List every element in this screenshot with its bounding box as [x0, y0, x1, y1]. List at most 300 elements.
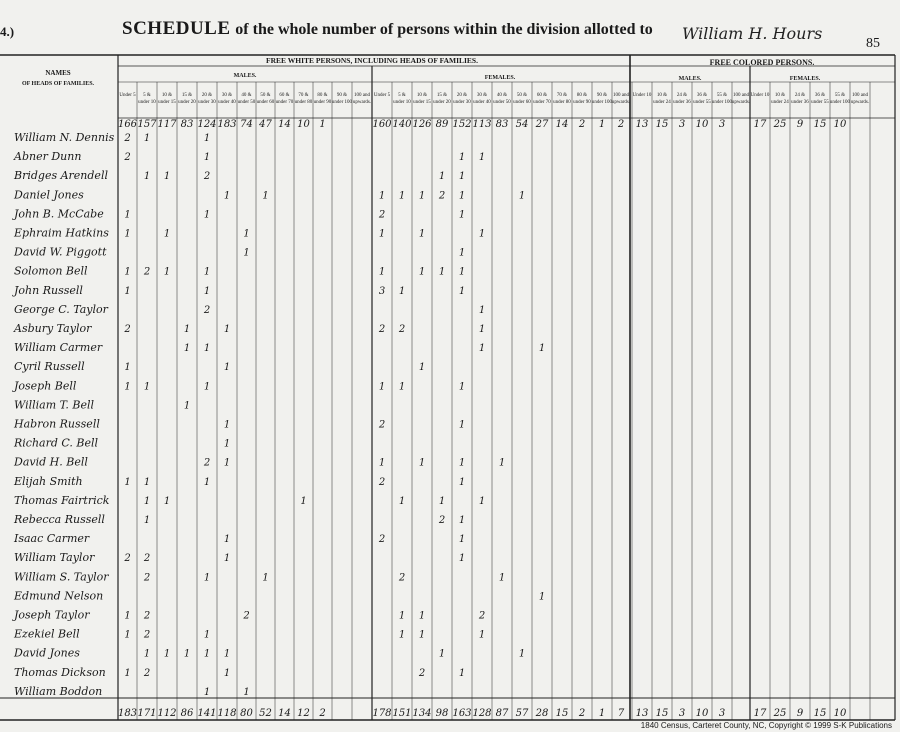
colored-female-age-label: 10 &	[774, 93, 786, 98]
colored-females-heading: FEMALES.	[789, 76, 821, 82]
family-head-name: Asbury Taylor	[14, 322, 92, 335]
white-male-count: 2	[143, 610, 151, 622]
white-male-count: 1	[124, 209, 131, 221]
white-male-count: 1	[203, 209, 211, 221]
white-male-count: 2	[124, 324, 131, 335]
bottom-total-white-male: 80	[240, 708, 253, 719]
white-female-count: 1	[458, 667, 466, 679]
family-head-name: William T. Bell	[14, 398, 95, 412]
family-head-name: Isaac Carmer	[14, 532, 90, 546]
bottom-total-white-female: 2	[578, 708, 586, 719]
white-male-count: 1	[243, 247, 250, 259]
white-female-count: 1	[398, 629, 406, 641]
white-male-count: 1	[223, 648, 231, 660]
bottom-total-white-male: 86	[180, 708, 194, 719]
bottom-total-white-female: 178	[372, 708, 392, 719]
white-female-count: 1	[478, 324, 486, 335]
white-female-count: 1	[458, 266, 466, 278]
white-male-count: 1	[143, 133, 151, 144]
white-male-age-label: under 90	[313, 100, 332, 105]
top-total-colored-male: 3	[678, 119, 686, 130]
white-female-count: 2	[378, 324, 386, 335]
colored-female-age-label: 36 &	[814, 93, 826, 98]
family-head-name: Habron Russell	[14, 417, 100, 431]
white-male-age-label: 30 &	[221, 93, 233, 98]
colored-male-age-label: 100 and	[733, 93, 749, 98]
white-female-age-label: 60 &	[536, 93, 548, 98]
white-female-count: 1	[538, 591, 546, 603]
top-total-white-female: 1	[598, 119, 606, 130]
colored-female-age-label: Under 10	[750, 93, 770, 98]
white-male-count: 1	[223, 457, 231, 469]
white-male-count: 2	[124, 152, 131, 164]
bottom-total-white-female: 28	[535, 708, 549, 719]
title-rest: of the whole number of persons within the division allotted to	[235, 21, 653, 38]
white-female-count: 1	[418, 266, 426, 278]
top-total-white-female: 140	[392, 119, 412, 130]
colored-male-age-label: under 36	[673, 100, 691, 105]
white-male-count: 1	[223, 534, 231, 546]
family-head-name: Solomon Bell	[14, 264, 88, 278]
white-female-count: 2	[478, 610, 486, 622]
white-male-count: 1	[143, 515, 151, 526]
white-male-age-label: 40 &	[241, 93, 252, 98]
white-female-count: 1	[498, 572, 506, 584]
white-female-count: 1	[438, 266, 446, 278]
bottom-total-white-female: 128	[472, 708, 492, 719]
white-female-count: 2	[378, 419, 386, 431]
top-total-colored-male: 13	[635, 119, 649, 130]
white-males-heading: MALES.	[233, 73, 257, 79]
white-male-age-label: under 10	[138, 100, 156, 105]
colored-male-age-label: under 24	[653, 100, 671, 105]
white-male-age-label: 5 &	[143, 93, 151, 98]
white-male-count: 1	[143, 648, 151, 660]
top-total-white-male: 14	[278, 119, 291, 130]
white-female-count: 2	[438, 515, 446, 526]
white-female-count: 2	[378, 209, 386, 221]
white-female-count: 1	[418, 228, 426, 240]
top-total-white-male: 83	[180, 119, 194, 130]
family-head-name: John Russell	[14, 283, 83, 297]
top-total-white-male: 124	[197, 119, 217, 130]
bottom-total-white-male: 183	[117, 708, 138, 719]
top-total-white-female: 113	[472, 119, 492, 130]
white-male-count: 1	[203, 343, 211, 355]
top-total-colored-female: 17	[753, 119, 767, 130]
white-male-count: 1	[143, 476, 151, 488]
white-male-age-label: 100 and	[354, 93, 370, 98]
family-head-name: Abner Dunn	[14, 150, 82, 164]
white-female-age-label: under 60	[513, 100, 531, 105]
white-female-age-label: under 30	[453, 100, 471, 105]
white-male-count: 1	[223, 553, 231, 565]
top-total-colored-female: 25	[773, 119, 787, 130]
white-male-count: 1	[124, 476, 131, 488]
white-female-count: 1	[378, 381, 386, 393]
white-male-count: 1	[203, 629, 211, 641]
white-female-count: 1	[378, 190, 386, 202]
white-female-count: 1	[398, 495, 406, 507]
white-female-count: 1	[378, 266, 386, 278]
white-male-age-label: Under 5	[119, 93, 136, 98]
white-female-count: 1	[438, 648, 446, 660]
white-male-count: 1	[124, 381, 131, 393]
white-female-count: 1	[458, 152, 466, 164]
white-male-age-label: 10 &	[161, 93, 173, 98]
white-male-age-label: under 20	[178, 100, 196, 105]
white-female-age-label: under 40	[473, 100, 491, 105]
colored-female-age-label: 55 &	[834, 93, 846, 98]
white-female-count: 1	[478, 343, 486, 355]
white-male-count: 1	[203, 152, 211, 164]
colored-female-age-label: under 100	[829, 100, 851, 105]
family-head-name: John B. McCabe	[14, 207, 104, 221]
white-female-age-label: 100 and	[613, 93, 629, 98]
white-female-count: 1	[418, 457, 426, 469]
white-male-count: 2	[143, 667, 151, 679]
top-total-white-male: 1	[319, 119, 326, 130]
white-male-count: 1	[124, 629, 131, 641]
white-male-age-label: upwards.	[352, 100, 372, 105]
white-male-count: 2	[143, 629, 151, 641]
white-female-age-label: upwards.	[611, 100, 631, 105]
bottom-total-white-female: 1	[598, 708, 606, 719]
white-male-age-label: under 100	[331, 100, 353, 105]
bottom-total-white-male: 112	[157, 708, 177, 719]
top-total-colored-female: 15	[813, 119, 827, 130]
family-head-name: Thomas Fairtrick	[14, 493, 110, 507]
bottom-total-white-female: 7	[617, 708, 625, 719]
white-female-count: 1	[478, 228, 486, 240]
bottom-total-colored-female: 25	[773, 708, 787, 719]
family-head-name: Bridges Arendell	[14, 169, 108, 183]
white-female-age-label: 70 &	[556, 93, 568, 98]
white-female-count: 1	[458, 171, 466, 183]
top-total-white-male: 157	[137, 119, 157, 130]
white-male-age-label: 20 &	[201, 93, 213, 98]
family-head-name: Ezekiel Bell	[14, 627, 80, 641]
white-male-count: 1	[124, 610, 131, 622]
page-number: 85	[866, 36, 880, 51]
white-male-count: 1	[223, 667, 231, 679]
white-female-count: 1	[458, 553, 466, 565]
white-male-count: 1	[124, 285, 131, 297]
white-male-count: 1	[163, 266, 171, 278]
white-male-count: 2	[143, 266, 151, 278]
bottom-total-white-male: 12	[297, 708, 310, 719]
top-total-white-female: 89	[435, 119, 449, 130]
white-female-count: 1	[458, 190, 466, 202]
white-male-count: 2	[143, 572, 151, 584]
family-head-name: David Jones	[14, 646, 80, 660]
white-male-age-label: under 80	[294, 100, 313, 105]
white-female-age-label: under 15	[413, 100, 431, 105]
colored-male-age-label: 24 &	[676, 93, 688, 98]
white-male-count: 1	[124, 266, 131, 278]
white-female-count: 2	[378, 476, 386, 488]
bottom-total-colored-female: 15	[813, 708, 827, 719]
white-female-count: 1	[458, 247, 466, 259]
white-female-count: 1	[458, 419, 466, 431]
white-female-age-label: 30 &	[476, 93, 488, 98]
top-total-white-male: 166	[117, 119, 138, 130]
family-head-name: Daniel Jones	[14, 188, 84, 202]
white-female-count: 1	[458, 381, 466, 393]
title-bold-word: SCHEDULE	[122, 18, 231, 39]
family-head-name: Richard C. Bell	[14, 436, 99, 450]
colored-female-age-label: 100 and	[852, 93, 868, 98]
white-female-age-label: 5 &	[398, 93, 406, 98]
colored-male-age-label: 10 &	[656, 93, 668, 98]
white-male-count: 1	[203, 133, 211, 144]
colored-male-age-label: upwards.	[731, 100, 751, 105]
colored-male-age-label: under 55	[693, 100, 711, 105]
white-female-count: 1	[398, 381, 406, 393]
white-female-count: 1	[418, 190, 426, 202]
white-male-count: 1	[223, 419, 231, 431]
white-female-age-label: under 90	[573, 100, 591, 105]
family-head-name: Joseph Taylor	[14, 608, 90, 622]
white-male-count: 1	[203, 266, 211, 278]
names-heading: NAMES	[45, 69, 71, 77]
bottom-total-white-female: 134	[412, 708, 432, 719]
colored-female-age-label: under 55	[811, 100, 829, 105]
white-male-count: 1	[203, 572, 211, 584]
white-male-count: 2	[243, 610, 250, 622]
white-male-count: 2	[124, 553, 131, 565]
white-male-age-label: 90 &	[336, 93, 348, 98]
white-male-count: 1	[163, 228, 171, 240]
top-total-colored-male: 10	[695, 119, 709, 130]
names-subheading: OF HEADS OF FAMILIES.	[21, 81, 95, 87]
bottom-total-colored-female: 17	[753, 708, 767, 719]
family-head-name: David H. Bell	[14, 455, 88, 469]
white-female-count: 1	[538, 343, 546, 355]
bottom-total-colored-female: 9	[796, 708, 804, 719]
top-total-white-female: 27	[535, 119, 549, 130]
bottom-total-white-male: 14	[278, 708, 291, 719]
white-male-age-label: under 60	[256, 100, 275, 105]
top-total-colored-male: 15	[655, 119, 669, 130]
white-male-count: 1	[183, 324, 191, 335]
white-female-count: 1	[478, 304, 486, 316]
colored-male-age-label: 36 &	[696, 93, 708, 98]
family-head-name: William Taylor	[14, 551, 95, 565]
bottom-total-colored-male: 3	[678, 708, 686, 719]
white-female-count: 1	[438, 171, 446, 183]
white-female-count: 2	[418, 667, 426, 679]
white-female-age-label: 40 &	[496, 93, 508, 98]
white-female-count: 1	[398, 610, 406, 622]
top-total-white-male: 47	[259, 119, 272, 130]
top-total-white-female: 14	[555, 119, 569, 130]
white-male-count: 1	[203, 285, 211, 297]
family-head-name: William Boddon	[14, 684, 103, 698]
white-male-age-label: 70 &	[298, 93, 309, 98]
white-female-age-label: 15 &	[436, 93, 448, 98]
family-head-name: Joseph Bell	[14, 379, 77, 393]
bottom-total-white-female: 87	[495, 708, 509, 719]
white-female-count: 1	[398, 190, 406, 202]
white-female-count: 1	[438, 495, 446, 507]
bottom-total-colored-female: 10	[833, 708, 847, 719]
family-head-name: Edmund Nelson	[14, 589, 104, 603]
white-female-count: 1	[518, 648, 526, 660]
top-total-white-female: 83	[495, 119, 509, 130]
top-total-colored-female: 9	[796, 119, 804, 130]
white-male-count: 1	[262, 190, 269, 202]
bottom-total-white-female: 57	[515, 708, 529, 719]
white-female-count: 1	[458, 457, 466, 469]
white-female-age-label: 20 &	[456, 93, 468, 98]
white-female-age-label: 80 &	[576, 93, 588, 98]
top-total-white-male: 117	[157, 119, 177, 130]
bottom-total-colored-male: 10	[695, 708, 709, 719]
white-male-count: 1	[143, 381, 151, 393]
white-male-count: 1	[223, 438, 231, 450]
white-male-age-label: under 50	[237, 100, 256, 105]
white-female-count: 1	[458, 209, 466, 221]
white-females-heading: FEMALES.	[484, 75, 516, 81]
white-male-count: 1	[124, 667, 131, 679]
white-female-count: 1	[498, 457, 506, 469]
white-male-count: 1	[243, 686, 250, 698]
bottom-total-colored-male: 13	[635, 708, 649, 719]
white-male-count: 1	[262, 572, 269, 584]
page-tag: 4.)	[0, 24, 15, 39]
white-male-count: 1	[203, 686, 211, 698]
white-female-count: 1	[458, 285, 466, 297]
bottom-total-white-male: 171	[137, 708, 157, 719]
white-male-count: 1	[203, 381, 211, 393]
bottom-total-white-female: 15	[555, 708, 569, 719]
white-female-age-label: under 50	[493, 100, 511, 105]
white-male-count: 1	[163, 171, 171, 183]
white-female-age-label: Under 5	[373, 93, 391, 98]
white-female-count: 2	[438, 190, 446, 202]
white-female-age-label: under 70	[533, 100, 551, 105]
bottom-total-white-male: 141	[197, 708, 217, 719]
white-female-count: 1	[478, 629, 486, 641]
family-head-name: David W. Piggott	[14, 245, 107, 259]
white-male-count: 2	[124, 133, 131, 144]
bottom-total-white-female: 163	[452, 708, 472, 719]
white-female-count: 1	[458, 534, 466, 546]
white-male-count: 2	[143, 553, 151, 565]
family-head-name: William Carmer	[14, 341, 103, 355]
bottom-total-colored-male: 3	[718, 708, 726, 719]
white-male-age-label: 80 &	[317, 93, 328, 98]
top-total-white-male: 74	[240, 119, 253, 130]
white-male-count: 1	[183, 343, 191, 355]
bottom-total-white-male: 118	[217, 708, 237, 719]
white-female-count: 3	[378, 285, 386, 297]
white-male-count: 1	[223, 362, 231, 374]
top-total-white-female: 2	[617, 119, 625, 130]
colored-males-heading: MALES.	[678, 76, 702, 82]
colored-female-age-label: 24 &	[794, 93, 806, 98]
white-male-count: 1	[203, 476, 211, 488]
white-male-count: 1	[124, 228, 131, 240]
top-total-white-male: 183	[217, 119, 237, 130]
white-male-count: 1	[243, 228, 250, 240]
white-female-age-label: under 20	[433, 100, 451, 105]
bottom-total-white-male: 52	[259, 708, 272, 719]
top-total-colored-female: 10	[833, 119, 847, 130]
white-female-age-label: 10 &	[416, 93, 428, 98]
white-male-count: 1	[223, 324, 231, 335]
white-male-count: 1	[143, 495, 151, 507]
enumerator-name: William H. Hours	[682, 24, 823, 43]
white-male-count: 2	[203, 457, 211, 469]
white-female-count: 1	[378, 457, 386, 469]
bottom-total-colored-male: 15	[655, 708, 669, 719]
white-male-age-label: 15 &	[181, 93, 193, 98]
top-total-white-female: 152	[452, 119, 472, 130]
white-female-count: 1	[398, 285, 406, 297]
white-male-age-label: 60 &	[279, 93, 290, 98]
white-female-age-label: under 100	[591, 100, 613, 105]
white-male-count: 1	[183, 648, 191, 660]
white-male-count: 1	[183, 400, 191, 412]
white-female-count: 1	[418, 362, 426, 374]
white-male-age-label: 50 &	[260, 93, 271, 98]
bottom-total-white-female: 151	[392, 708, 412, 719]
colored-female-age-label: under 24	[771, 100, 789, 105]
family-head-name: Rebecca Russell	[14, 513, 105, 526]
white-male-age-label: under 15	[158, 100, 176, 105]
top-total-white-male: 10	[297, 119, 310, 130]
colored-persons-heading: FREE COLORED PERSONS.	[709, 58, 815, 67]
white-female-count: 1	[458, 515, 466, 526]
family-head-name: Elijah Smith	[14, 474, 83, 488]
white-male-age-label: under 70	[275, 100, 294, 105]
white-female-age-label: under 80	[553, 100, 571, 105]
white-female-age-label: 50 &	[516, 93, 528, 98]
copyright-footer: 1840 Census, Carteret County, NC, Copyright © 1999 S-K Publications	[640, 721, 892, 730]
colored-female-age-label: under 36	[791, 100, 809, 105]
white-male-count: 1	[203, 648, 211, 660]
top-total-white-female: 2	[578, 119, 586, 130]
white-female-count: 2	[378, 534, 386, 546]
white-female-age-label: 90 &	[596, 93, 608, 98]
white-female-age-label: under 10	[393, 100, 411, 105]
bottom-total-white-male: 2	[319, 708, 326, 719]
white-male-count: 1	[124, 362, 131, 374]
colored-female-age-label: upwards.	[850, 100, 870, 105]
white-female-count: 2	[398, 572, 406, 584]
family-head-name: William N. Dennis	[14, 131, 115, 144]
white-male-count: 1	[223, 190, 231, 202]
white-female-count: 1	[418, 610, 426, 622]
white-male-count: 1	[300, 495, 307, 507]
colored-male-age-label: under 100	[711, 100, 733, 105]
family-head-name: George C. Taylor	[14, 302, 108, 316]
white-male-count: 1	[163, 495, 171, 507]
white-male-count: 1	[143, 171, 151, 183]
white-persons-heading: FREE WHITE PERSONS, INCLUDING HEADS OF FAMILIES.	[266, 56, 478, 65]
white-male-age-label: under 40	[218, 100, 236, 105]
family-head-name: Ephraim Hatkins	[14, 226, 109, 240]
top-total-white-female: 54	[515, 119, 529, 130]
white-male-count: 1	[163, 648, 171, 660]
white-female-count: 2	[398, 324, 406, 335]
white-female-count: 1	[478, 495, 486, 507]
colored-male-age-label: 55 &	[716, 93, 728, 98]
family-head-name: William S. Taylor	[14, 570, 109, 584]
white-female-count: 1	[478, 152, 486, 164]
